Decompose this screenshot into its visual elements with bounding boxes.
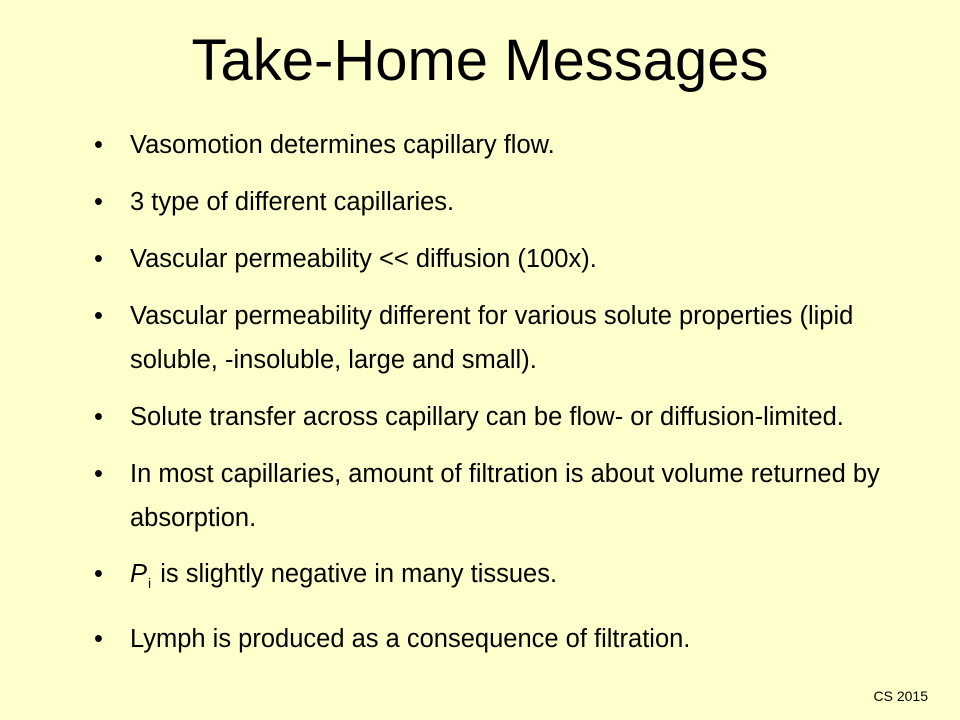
bullet-item: [88, 395, 908, 439]
pressure-subscript: i: [148, 575, 152, 591]
bullet-text: Vascular permeability different for various solute properties (lipid soluble, -insoluble, large and small).: [130, 302, 854, 374]
bullet-item: [88, 552, 908, 605]
bullet-text-rest: is slightly negative in many tissues.: [153, 560, 558, 588]
bullet-item: [88, 123, 908, 167]
pressure-symbol: P: [130, 560, 148, 588]
bullet-list: [88, 123, 908, 674]
bullet-icon: •: [94, 245, 103, 273]
bullet-text: In most capillaries, amount of filtration is about volume returned by absorption.: [130, 460, 880, 532]
bullet-item: [88, 617, 908, 661]
bullet-icon: •: [94, 560, 103, 588]
bullet-icon: •: [94, 131, 103, 159]
bullet-item: [88, 237, 908, 281]
slide-title: Take-Home Messages: [191, 28, 769, 93]
bullet-text: Lymph is produced as a consequence of filtration.: [130, 625, 691, 653]
bullet-text: Vasomotion determines capillary flow.: [130, 131, 555, 159]
bullet-icon: •: [94, 625, 103, 653]
bullet-text: Solute transfer across capillary can be flow- or diffusion-limited.: [130, 403, 844, 431]
bullet-text: 3 type of different capillaries.: [130, 188, 455, 216]
bullet-icon: •: [94, 460, 103, 488]
bullet-icon: •: [94, 403, 103, 431]
bullet-text: Vascular permeability << diffusion (100x).: [130, 245, 597, 273]
footer-credit: CS 2015: [873, 688, 928, 704]
bullet-item: [88, 180, 908, 224]
bullet-item: [88, 294, 908, 382]
bullet-icon: •: [94, 188, 103, 216]
bullet-item: [88, 452, 908, 540]
bullet-text: [130, 560, 558, 591]
bullet-icon: •: [94, 302, 103, 330]
